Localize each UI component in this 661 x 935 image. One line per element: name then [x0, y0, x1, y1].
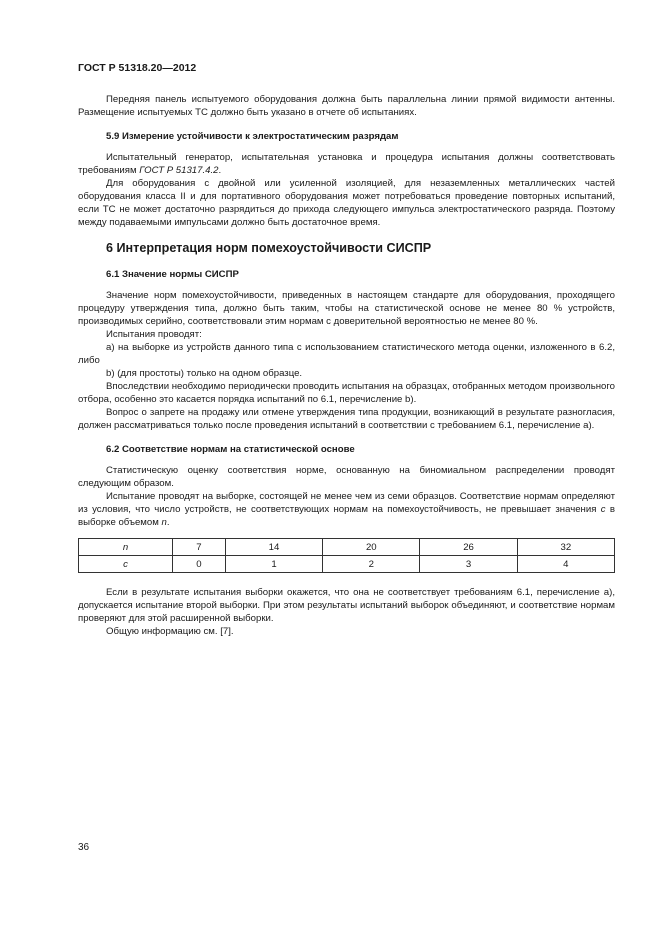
section-6-title: 6 Интерпретация норм помехоустойчивости СИСПР [106, 241, 432, 255]
table-row-n [79, 539, 615, 556]
page-number: 36 [78, 842, 90, 853]
section-6-2-paragraph-1: Статистическую оценку соответствия норме, основанную на биномиальном распределении проводят следующим образом. [78, 465, 615, 489]
table-cell: 3 [420, 556, 517, 573]
section-5-9-title: 5.9 Измерение устойчивости к электростатическим разрядам [106, 131, 399, 142]
table-cell: 7 [173, 539, 226, 556]
table-cell: 1 [225, 556, 322, 573]
document-header: ГОСТ Р 51318.20—2012 [78, 62, 197, 74]
table-cell: 4 [517, 556, 614, 573]
section-5-9-paragraph-2: Для оборудования с двойной или усиленной изоляцией, для незаземленных металлических частей оборудования класса II и для портативного оборудования может потребоваться проведение повторных испытаний, если ТС не может достаточно разрядиться до прихода следующего импульса электростатического разряда. Поэтому между подаваемыми импульсами должно быть достаточное время. [78, 178, 615, 228]
table-cell: 20 [323, 539, 420, 556]
section-6-1-item-b: b) (для простоты) только на одном образце. [106, 368, 303, 379]
table-cell: 14 [225, 539, 322, 556]
section-5-9-paragraph-1: Испытательный генератор, испытательная установка и процедура испытания должны соответствовать требованиям ГОСТ Р 51317.4.2. [78, 152, 615, 176]
paragraph-front-panel: Передняя панель испытуемого оборудования должна быть параллельна линии прямой видимости антенны. Размещение испытуемых ТС должно быть указано в отчете об испытаниях. [78, 94, 615, 118]
section-6-1-paragraph-4: Вопрос о запрете на продажу или отмене утверждения типа продукции, возникающий в результате разногласия, должен рассматриваться только после проведения испытаний в соответствии с требованием 6.1, перечисление a). [78, 407, 615, 431]
section-6-2-title: 6.2 Соответствие нормам на статистической основе [106, 444, 355, 455]
table-cell: 32 [517, 539, 614, 556]
section-6-2-paragraph-4: Общую информацию см. [7]. [106, 626, 234, 637]
section-6-1-title: 6.1 Значение нормы СИСПР [106, 269, 239, 280]
table-cell: 26 [420, 539, 517, 556]
section-6-1-paragraph-3: Впоследствии необходимо периодически проводить испытания на образцах, отобранных методом произвольного отбора, особенно это касается порядка испытаний по 6.1, перечисление b). [78, 381, 615, 405]
table-label-c: c [79, 556, 173, 573]
table-label-n: n [79, 539, 173, 556]
standard-reference: ГОСТ Р 51317.4.2 [139, 165, 219, 176]
section-6-1-paragraph-2: Испытания проводят: [106, 329, 202, 340]
table-cell: 0 [173, 556, 226, 573]
section-6-1-item-a: a) на выборке из устройств данного типа с использованием статистического метода оценки, изложенного в 6.2, либо [78, 342, 615, 366]
table-row-c [79, 556, 615, 573]
section-6-1-paragraph-1: Значение норм помехоустойчивости, приведенных в настоящем стандарте для оборудования, проходящего процедуру утверждения типа, должно быть таким, чтобы на статистической основе не менее 80 % устройств, производимых серийно, соответствовали этим нормам с доверительной вероятностью не менее 80 %. [78, 290, 615, 327]
document-body [78, 93, 615, 638]
sample-size-table [78, 538, 615, 573]
table-cell: 2 [323, 556, 420, 573]
section-6-2-paragraph-3: Если в результате испытания выборки окажется, что она не соответствует требованиям 6.1, перечисление a), допускается испытание второй выборки. При этом результаты испытаний выборок объединяют, и соответствие нормам проверяют для этой расширенной выборки. [78, 587, 615, 624]
section-6-2-paragraph-2: Испытание проводят на выборке, состоящей не менее чем из семи образцов. Соответствие нормам определяют из условия, что число устройств, не соответствующих нормам на помехоустойчивость, не превышает значения c в выборке объемом n. [78, 491, 615, 528]
